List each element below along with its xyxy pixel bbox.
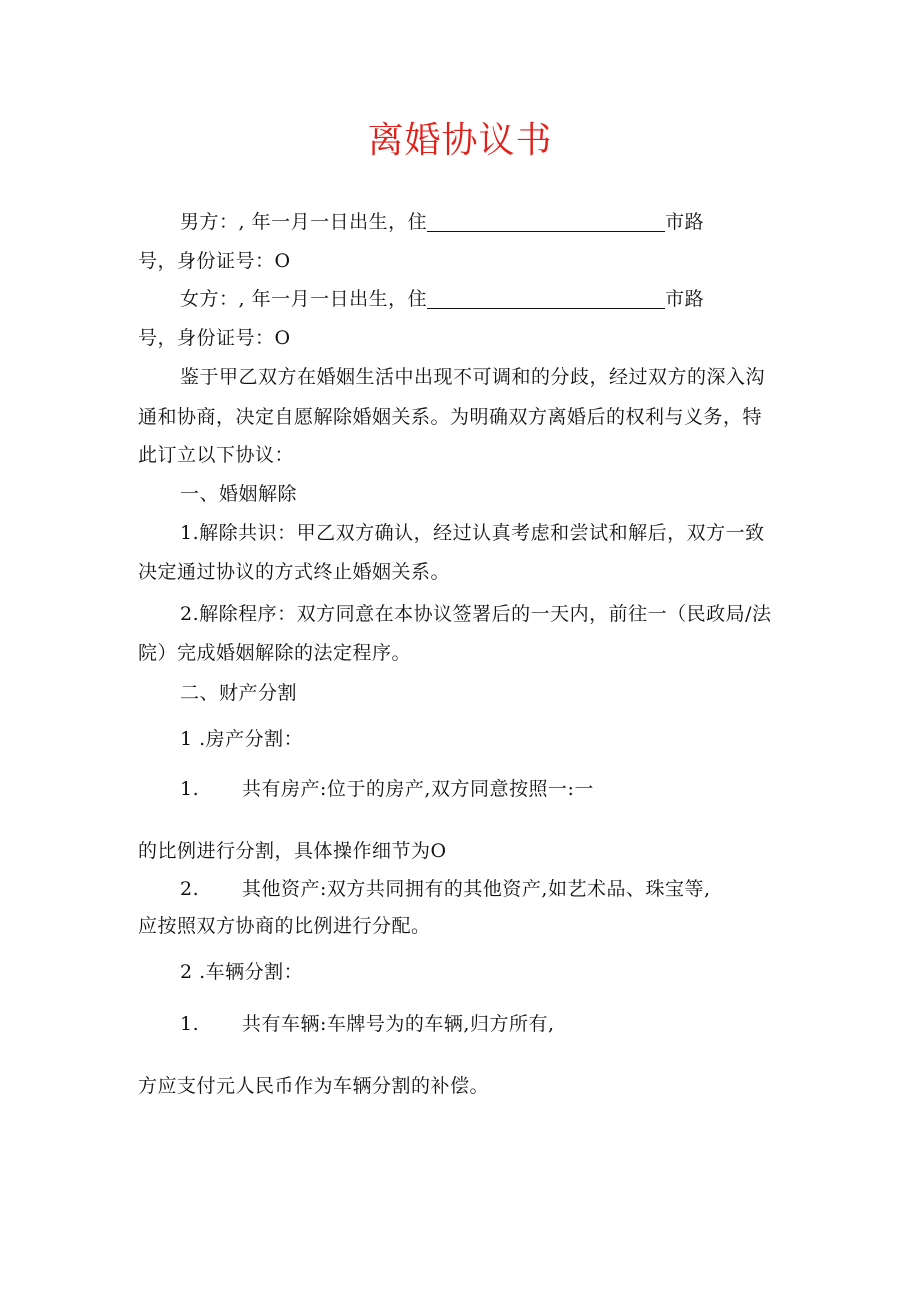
clause-1-1-line-1: 1.解除共识：甲乙双方确认，经过认真考虑和尝试和解后，双方一致 [180,522,765,544]
list-number: 1. [180,778,200,800]
male-info-text: 男方：, 年一月一日出生，住 [180,211,428,233]
intro-line-3: 此订立以下协议： [138,444,295,466]
house-item-2-line-1 [180,876,710,902]
list-text: 共有房产:位于的房产,双方同意按照一:一 [242,778,594,800]
clause-1-1-line-2: 决定通过协议的方式终止婚姻关系。 [138,561,451,583]
list-number: 1. [180,1013,200,1035]
list-text: 其他资产:双方共同拥有的其他资产,如艺术品、珠宝等, [242,878,711,900]
list-number: 2. [180,878,200,900]
house-item-1-line-2: 的比例进行分割，具体操作细节为O [138,840,447,862]
document-title: 离婚协议书 [367,120,553,161]
female-id-line: 号，身份证号：O [138,327,291,349]
vehicle-item-1-line-2: 方应支付元人民币作为车辆分割的补偿。 [138,1075,490,1097]
address-blank [427,211,665,232]
male-id-line: 号，身份证号：O [138,250,291,272]
intro-line-1: 鉴于甲乙双方在婚姻生活中出现不可调和的分歧，经过双方的深入沟 [180,366,766,388]
female-info-line [180,286,704,312]
clause-1-2-line-2: 院）完成婚姻解除的法定程序。 [138,642,412,664]
list-text: 共有车辆:车牌号为的车辆,归方所有, [242,1013,555,1035]
subsection-house: 1 .房产分割： [180,728,304,750]
section-heading-marriage: 一、婚姻解除 [180,483,298,505]
intro-line-2: 通和协商，决定自愿解除婚姻关系。为明确双方离婚后的权利与义务，特 [138,406,763,428]
male-info-line [180,209,704,235]
vehicle-item-1-line-1 [180,1011,554,1037]
house-item-1-line-1 [180,776,594,802]
female-info-suffix: 市路 [665,288,705,310]
female-info-text: 女方：, 年一月一日出生，住 [180,288,428,310]
subsection-vehicle: 2 .车辆分割： [180,961,304,983]
clause-1-2-line-1: 2.解除程序：双方同意在本协议签署后的一天内，前往一（民政局/法 [180,603,772,625]
section-heading-property: 二、财产分割 [180,682,298,704]
address-blank [427,288,665,309]
male-info-suffix: 市路 [665,211,705,233]
house-item-2-line-2: 应按照双方协商的比例进行分配。 [138,915,431,937]
